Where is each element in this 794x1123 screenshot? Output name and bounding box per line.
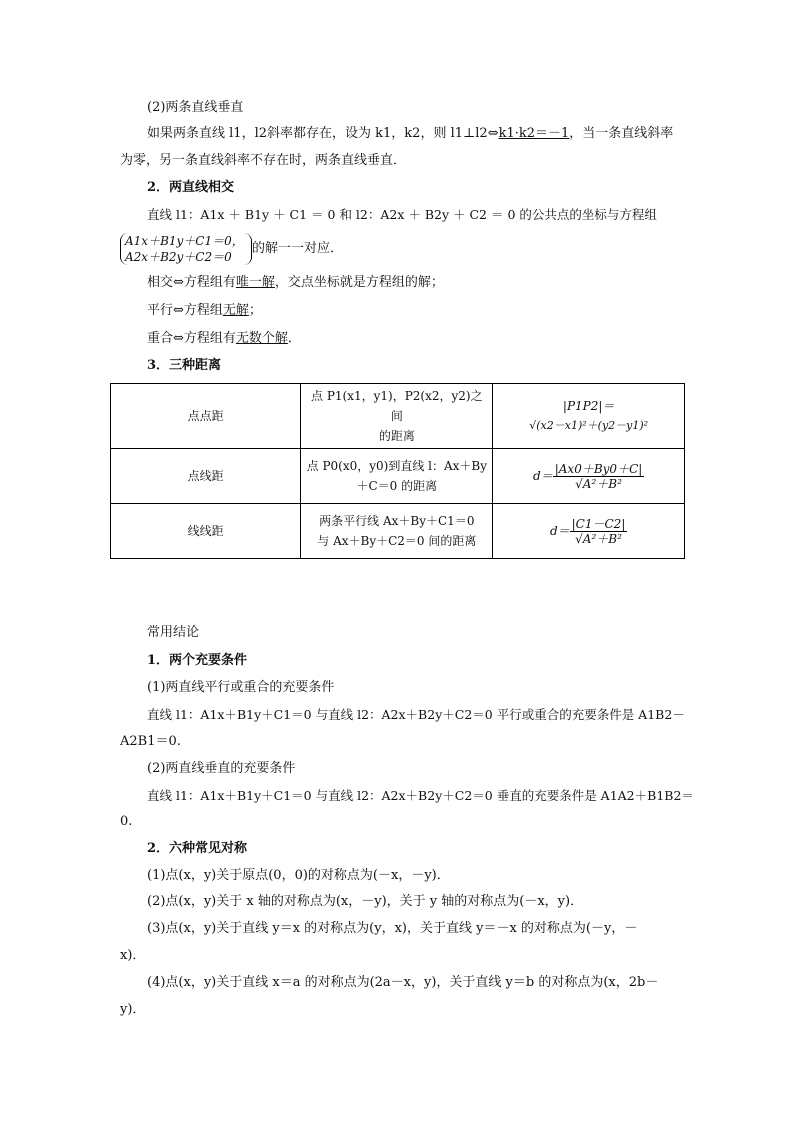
relation-text: ． — [287, 331, 301, 346]
conclusions-h2: 2．六种常见对称 — [147, 841, 248, 856]
perp-text: 2，则 l1⊥l2⇔ — [412, 126, 499, 141]
conclusions-h1a: (1)两直线平行或重合的充要条件 — [147, 680, 335, 695]
symmetry-1: (1)点(x，y)关于原点(0，0)的对称点为(－x，－y)． — [147, 868, 450, 883]
formula-num: |P1P2|＝ — [562, 399, 615, 413]
relation-text: 相交⇔方程组有 — [147, 275, 236, 290]
desc-line: 与 Ax＋By＋C2＝0 间的距离 — [317, 534, 477, 548]
formula-den: √(x2－x1)²＋(y2－y1)² — [529, 419, 649, 432]
row-formula — [493, 449, 685, 504]
relation-text: ； — [248, 303, 262, 318]
formula-den: √A²＋B² — [575, 476, 622, 491]
distance-heading: 3．三种距离 — [147, 358, 222, 373]
perp-line2: 为零，另一条直线斜率不存在时，两条直线垂直． — [120, 153, 407, 168]
conclusions-h1b: (2)两直线垂直的充要条件 — [147, 761, 296, 776]
row-formula — [493, 384, 685, 449]
desc-line: 点 P1(x1，y1)，P2(x2，y2)之间 — [311, 389, 483, 423]
formula-pre: d＝ — [549, 523, 570, 538]
symmetry-2: (2)点(x，y)关于 x 轴的对称点为(x，－y)，关于 y 轴的对称点为(－x，y)． — [147, 894, 584, 909]
conclusions-p2a: 直线 l1：A1x＋B1y＋C1＝0 与直线 l2：A2x＋B2y＋C2＝0 垂直的充要条件是 A1A2＋B1B2＝ — [147, 788, 694, 803]
perp-text: 如果两条直线 l — [147, 126, 234, 141]
perp-condition: k1·k2＝－1 — [498, 126, 570, 141]
formula-num: |C1－C2| — [571, 516, 626, 531]
equation-system-2: A2x＋B2y＋C2＝0 — [125, 250, 232, 264]
formula-num: |Ax0＋By0＋C| — [554, 461, 643, 476]
formula-frac — [570, 517, 628, 546]
row-name: 点点距 — [111, 384, 301, 449]
relation-text: 重合⇔方程组有 — [147, 331, 236, 346]
desc-line: 点 P0(x0，y0)到直线 l：Ax＋By — [306, 459, 488, 473]
table-row — [111, 449, 685, 504]
symmetry-3b: x)． — [120, 948, 146, 963]
relation-key: 唯一解 — [235, 275, 275, 290]
row-desc — [301, 384, 493, 449]
relation-key: 无数个解 — [235, 331, 288, 346]
intersect-line1: 直线 l1：A1x ＋ B1y ＋ C1 ＝ 0 和 l2：A2x ＋ B2y ＋ C2 ＝ 0 的公共点的坐标与方程组 — [147, 207, 657, 222]
symmetry-4b: y)． — [120, 1002, 146, 1017]
perp-line1 — [147, 125, 707, 143]
conclusions-p1b: A2B1＝0. — [120, 734, 181, 749]
row-desc — [301, 449, 493, 504]
row-name: 点线距 — [111, 449, 301, 504]
relation-intersect — [147, 274, 707, 292]
relation-key: 无解 — [222, 303, 249, 318]
desc-line: ＋C＝0 的距离 — [356, 479, 438, 493]
relation-coincide — [147, 330, 707, 348]
perp-text: 2斜率都存在，设为 k — [258, 126, 384, 141]
symmetry-4a: (4)点(x，y)关于直线 x＝a 的对称点为(2a－x，y)，关于直线 y＝b 的对称点为(x，2b－ — [147, 975, 659, 990]
conclusions-p1a: 直线 l1：A1x＋B1y＋C1＝0 与直线 l2：A2x＋B2y＋C2＝0 平行或重合的充要条件是 A1B2－ — [147, 707, 685, 722]
desc-line: 的距离 — [378, 429, 415, 443]
row-name: 线线距 — [111, 504, 301, 559]
relation-text: 平行⇔方程组 — [147, 303, 223, 318]
row-desc — [301, 504, 493, 559]
conclusions-title: 常用结论 — [147, 625, 200, 640]
conclusions-h1: 1．两个充要条件 — [147, 653, 248, 668]
perp-text: ，当一条直线斜率 — [569, 126, 674, 141]
perp-heading: (2)两条直线垂直 — [147, 100, 244, 115]
relation-text: ，交点坐标就是方程组的解； — [274, 275, 444, 290]
perp-text: 1，l — [233, 126, 259, 141]
formula-den: √A²＋B² — [575, 531, 622, 546]
equation-system-after: 的解一一对应． — [252, 241, 344, 256]
symmetry-3a: (3)点(x，y)关于直线 y＝x 的对称点为(y，x)，关于直线 y＝－x 的对称点为(－y，－ — [147, 921, 638, 936]
perp-text: 1，k — [383, 126, 413, 141]
row-formula — [493, 504, 685, 559]
relation-parallel — [147, 302, 707, 320]
table-row — [111, 384, 685, 449]
desc-line: 两条平行线 Ax＋By＋C1＝0 — [319, 514, 475, 528]
formula-pre: d＝ — [533, 468, 553, 483]
table-row — [111, 504, 685, 559]
equation-system-1: A1x＋B1y＋C1＝0， — [125, 234, 244, 248]
distance-table — [110, 383, 685, 559]
intersect-heading: 2．两直线相交 — [147, 180, 235, 195]
conclusions-p2b: 0. — [120, 814, 133, 829]
formula-frac — [553, 462, 645, 491]
